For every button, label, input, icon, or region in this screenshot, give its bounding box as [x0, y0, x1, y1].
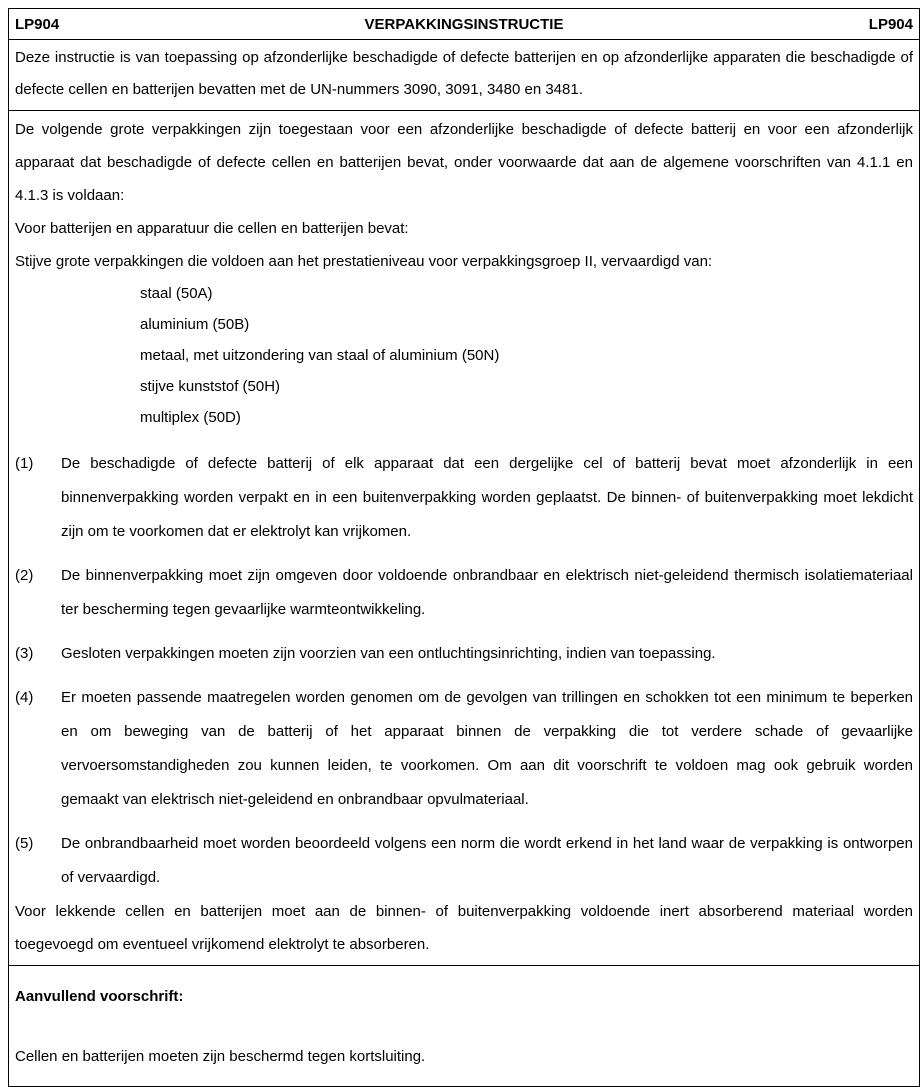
additional-requirement-heading: Aanvullend voorschrift:	[15, 988, 184, 1005]
header-title: VERPAKKINGSINSTRUCTIE	[364, 15, 564, 33]
additional-requirement-section	[9, 966, 919, 1086]
numbered-item	[15, 681, 913, 817]
header-code-right: LP904	[868, 15, 913, 33]
material-item: metaal, met uitzondering van staal of aluminium (50N)	[140, 347, 500, 364]
scope-section	[9, 40, 919, 111]
instruction-header	[9, 9, 919, 40]
material-item: staal (50A)	[140, 285, 213, 302]
header-code-left: LP904	[15, 15, 60, 33]
intro-text: De volgende grote verpakkingen zijn toegestaan voor een afzonderlijke beschadigde of defecte batterij en voor een afzonderlijk apparaat dat beschadigde of defecte cellen en batterijen bevat, onder voorwaarde dat aan de algemene voorschriften van 4.1.1 en 4.1.3 is voldaan:	[15, 121, 913, 204]
numbered-item	[15, 559, 913, 627]
main-section	[9, 111, 919, 966]
numbered-item	[15, 827, 913, 895]
item-number: (2)	[15, 567, 34, 584]
rigid-packagings-text: Stijve grote verpakkingen die voldoen aan het prestatieniveau voor verpakkingsgroep II, vervaardigd van:	[15, 253, 713, 270]
numbered-item	[15, 447, 913, 549]
material-item: aluminium (50B)	[140, 316, 250, 333]
numbered-item	[15, 637, 913, 671]
item-number: (4)	[15, 689, 34, 706]
item-number: (3)	[15, 645, 34, 662]
packing-instruction-document	[8, 8, 920, 1087]
for-batteries-text: Voor batterijen en apparatuur die cellen en batterijen bevat:	[15, 220, 409, 237]
scope-text: Deze instructie is van toepassing op afzonderlijke beschadigde of defecte batterijen en op afzonderlijke apparaten die beschadigde of defecte cellen en batterijen bevatten met de UN-nummers 3090, 3091, 3480 en 3481.	[15, 49, 913, 98]
leaking-cells-text: Voor lekkende cellen en batterijen moet aan de binnen- of buitenverpakking voldoende inert absorberend materiaal worden toegevoegd om eventueel vrijkomend elektrolyt te absorberen.	[15, 903, 913, 953]
item-text: De binnenverpakking moet zijn omgeven door voldoende onbrandbaar en elektrisch niet-geleidend thermisch isolatiemateriaal ter bescherming tegen gevaarlijke warmteontwikkeling.	[61, 567, 913, 618]
material-item: stijve kunststof (50H)	[140, 378, 281, 395]
item-text: Er moeten passende maatregelen worden genomen om de gevolgen van trillingen en schokken tot een minimum te beperken en om beweging van de batterij of het apparaat binnen de verpakking die tot verdere schade of gevaarlijke vervoersomstandigheden zou kunnen leiden, te voorkomen. Om aan dit voorschrift te voldoen mag ook gebruik worden gemaakt van elektrisch niet-geleidend en onbrandbaar opvulmateriaal.	[61, 689, 913, 808]
item-number: (1)	[15, 455, 34, 472]
item-text: De beschadigde of defecte batterij of elk apparaat dat een dergelijke cel of batterij bevat moet afzonderlijk in een binnenverpakking worden verpakt en in een buitenverpakking worden geplaatst. De binnen- of buitenverpakking moet lekdicht zijn om te voorkomen dat er elektrolyt kan vrijkomen.	[61, 455, 913, 540]
additional-requirement-text: Cellen en batterijen moeten zijn beschermd tegen kortsluiting.	[15, 1048, 426, 1065]
materials-list	[15, 278, 913, 433]
item-number: (5)	[15, 835, 34, 852]
material-item: multiplex (50D)	[140, 409, 241, 426]
item-text: Gesloten verpakkingen moeten zijn voorzien van een ontluchtingsinrichting, indien van toepassing.	[61, 645, 716, 662]
item-text: De onbrandbaarheid moet worden beoordeeld volgens een norm die wordt erkend in het land waar de verpakking is ontworpen of vervaardigd.	[61, 835, 913, 886]
